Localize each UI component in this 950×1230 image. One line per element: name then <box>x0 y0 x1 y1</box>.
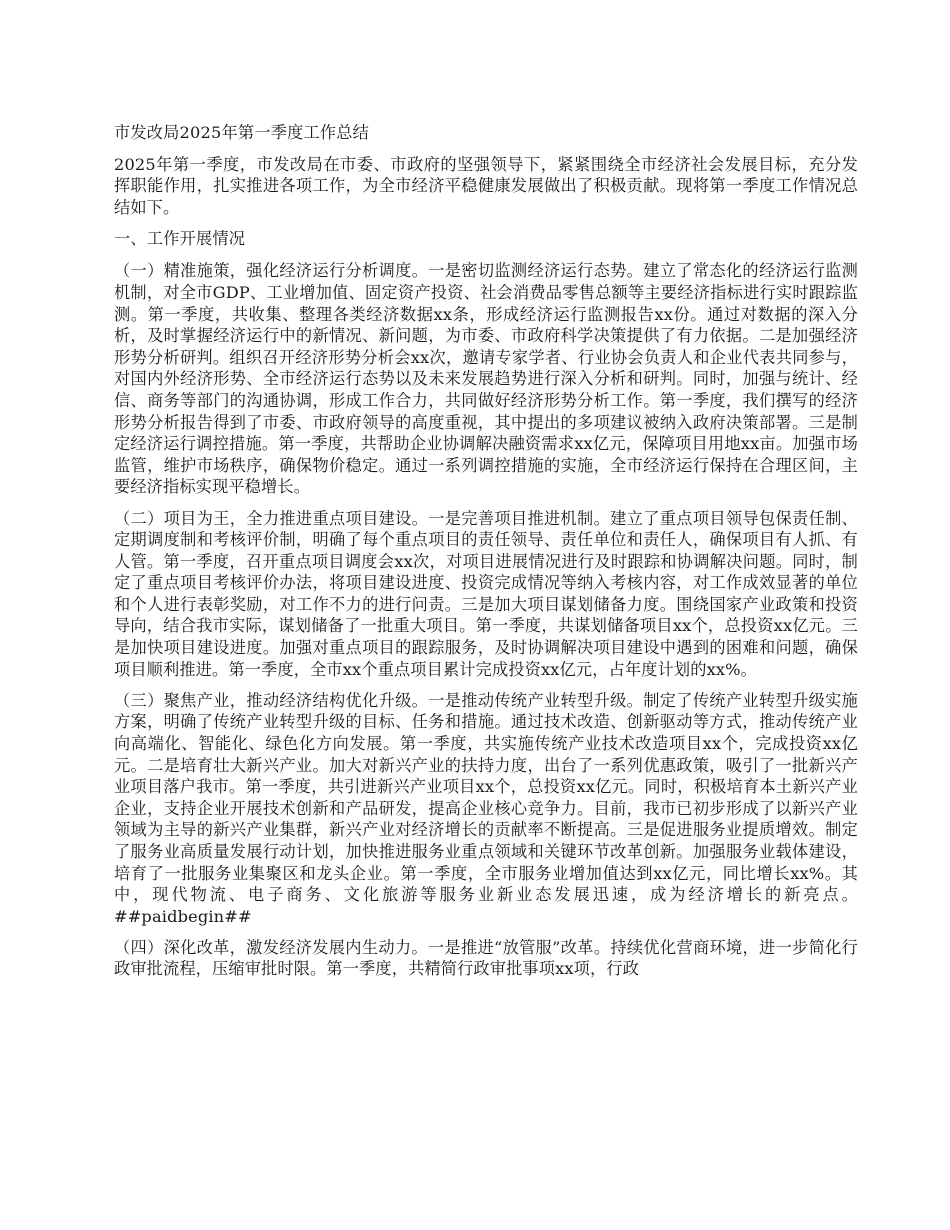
document-title: 市发改局2025年第一季度工作总结 <box>114 123 370 142</box>
paragraph-economic-analysis: （一）精准施策，强化经济运行分析调度。一是密切监测经济运行态势。建立了常态化的经济运行监测机制，对全市GDP、工业增加值、固定资产投资、社会消费品零售总额等主要经济指标进行实时跟踪监测。第一季度，共收集、整理各类经济数据xx条，形成经济运行监测报告xx份。通过对数据的深入分析，及时掌握经济运行中的新情况、新问题，为市委、市政府科学决策提供了有力依据。二是加强经济形势分析研判。组织召开经济形势分析会xx次，邀请专家学者、行业协会负责人和企业代表共同参与，对国内外经济形势、全市经济运行态势以及未来发展趋势进行深入分析和研判。同时，加强与统计、经信、商务等部门的沟通协调，形成工作合力，共同做好经济形势分析工作。第一季度，我们撰写的经济形势分析报告得到了市委、市政府领导的高度重视，其中提出的多项建议被纳入政府决策部署。三是制定经济运行调控措施。第一季度，共帮助企业协调解决融资需求xx亿元，保障项目用地xx亩。加强市场监管，维护市场秩序，确保物价稳定。通过一系列调控措施的实施，全市经济运行保持在合理区间，主要经济指标实现平稳增长。 <box>114 261 858 497</box>
document-page <box>114 122 858 989</box>
intro-paragraph: 2025年第一季度，市发改局在市委、市政府的坚强领导下，紧紧围绕全市经济社会发展目标，充分发挥职能作用，扎实推进各项工作，为全市经济平稳健康发展做出了积极贡献。现将第一季度工作情况总结如下。 <box>114 154 858 217</box>
paragraph-industry-upgrade: （三）聚焦产业，推动经济结构优化升级。一是推动传统产业转型升级。制定了传统产业转型升级实施方案，明确了传统产业转型升级的目标、任务和措施。通过技术改造、创新驱动等方式，推动传统产业向高端化、智能化、绿色化方向发展。第一季度，共实施传统产业技术改造项目xx个，完成投资xx亿元。二是培育壮大新兴产业。加大对新兴产业的扶持力度，出台了一系列优惠政策，吸引了一批新兴产业项目落户我市。第一季度，共引进新兴产业项目xx个，总投资xx亿元。同时，积极培育本土新兴产业企业，支持企业开展技术创新和产品研发，提高企业核心竞争力。目前，我市已初步形成了以新兴产业领域为主导的新兴产业集群，新兴产业对经济增长的贡献率不断提高。三是促进服务业提质增效。制定了服务业高质量发展行动计划，加快推进服务业重点领域和关键环节改革创新。加强服务业载体建设，培育了一批服务业集聚区和龙头企业。第一季度，全市服务业增加值达到xx亿元，同比增长xx%。其中，现代物流、电子商务、文化旅游等服务业新业态发展迅速，成为经济增长的新亮点。##paidbegin## <box>114 690 858 926</box>
paragraph-reform: （四）深化改革，激发经济发展内生动力。一是推进“放管服”改革。持续优化营商环境，进一步简化行政审批流程，压缩审批时限。第一季度，共精简行政审批事项xx项，行政 <box>114 937 858 979</box>
paragraph-key-projects: （二）项目为王，全力推进重点项目建设。一是完善项目推进机制。建立了重点项目领导包保责任制、定期调度制和考核评价制，明确了每个重点项目的责任领导、责任单位和责任人，确保项目有人抓、有人管。第一季度，召开重点项目调度会xx次，对项目进展情况进行及时跟踪和协调解决问题。同时，制定了重点项目考核评价办法，将项目建设进度、投资完成情况等纳入考核内容，对工作成效显著的单位和个人进行表彰奖励，对工作不力的进行问责。三是加大项目谋划储备力度。围绕国家产业政策和投资导向，结合我市实际，谋划储备了一批重大项目。第一季度，共谋划储备项目xx个，总投资xx亿元。三是加快项目建设进度。加强对重点项目的跟踪服务，及时协调解决项目建设中遇到的困难和问题，确保项目顺利推进。第一季度，全市xx个重点项目累计完成投资xx亿元，占年度计划的xx%。 <box>114 508 858 679</box>
section-heading: 一、工作开展情况 <box>114 228 246 248</box>
